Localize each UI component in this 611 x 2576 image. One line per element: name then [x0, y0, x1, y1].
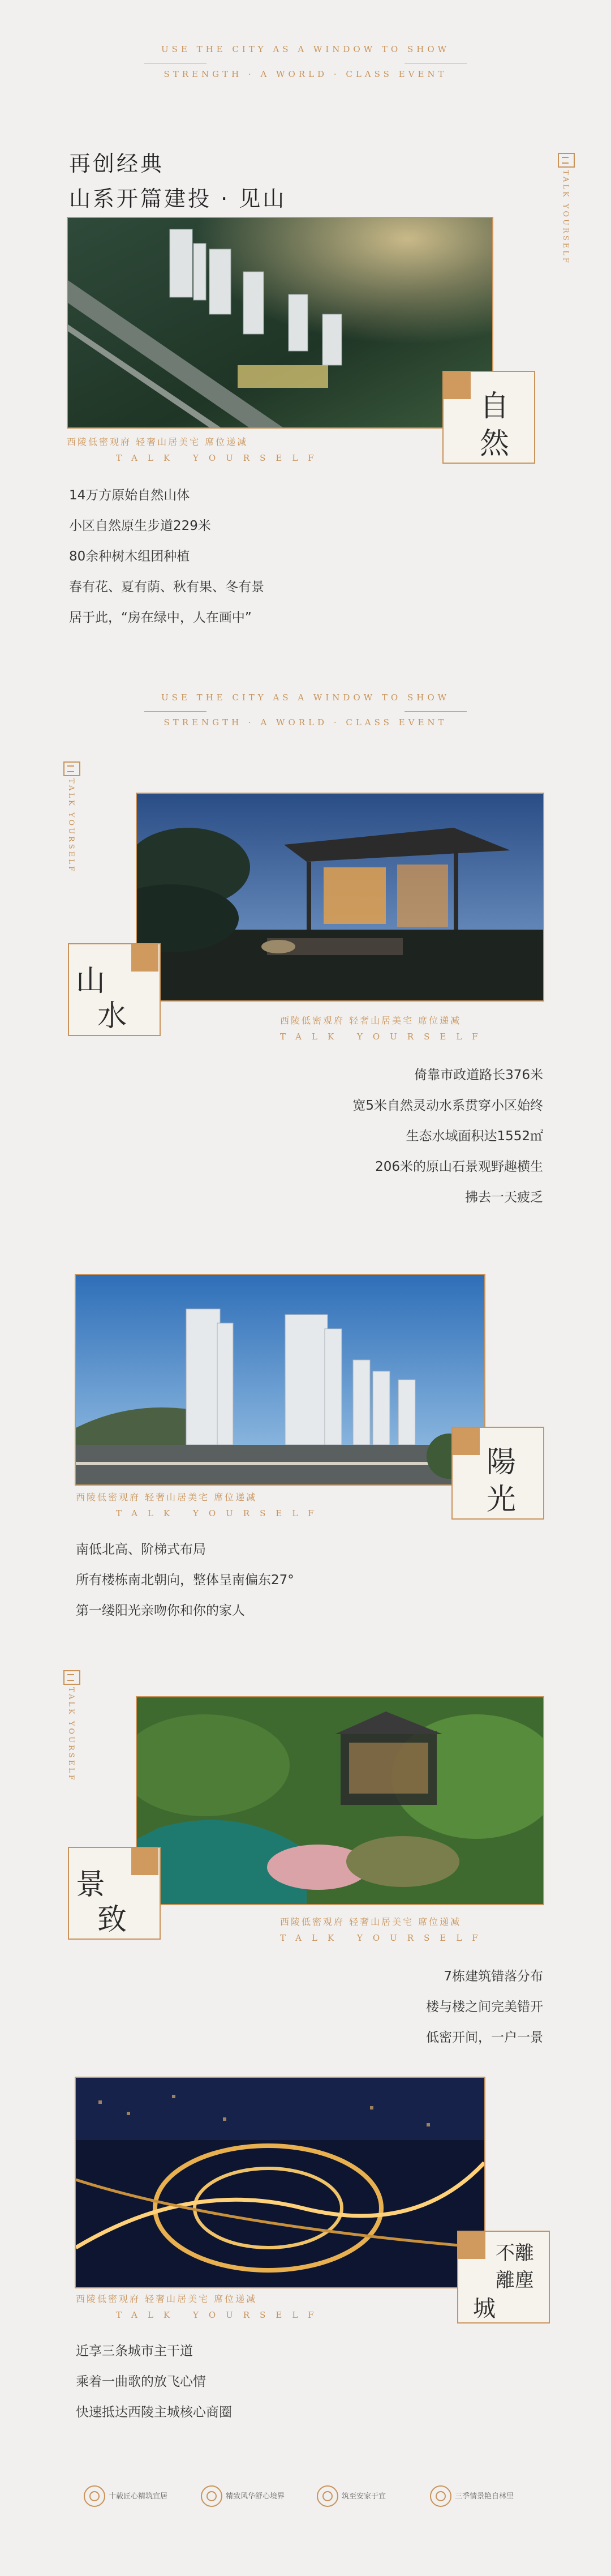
text-line: 倚靠市政道路长376米 — [414, 1068, 543, 1082]
badge-block — [131, 944, 158, 972]
text-line: 7栋建筑错落分布 — [444, 1969, 543, 1984]
footer-emblem-icon — [84, 2485, 105, 2507]
text-line: 生态水域面积达1552㎡ — [406, 1129, 543, 1144]
towers-photo — [75, 1274, 485, 1486]
footer-item — [201, 2485, 325, 2508]
side-seal-1 — [553, 153, 578, 265]
tagline-en: TALK YOURSELF — [116, 1508, 324, 1518]
intro-title-line2: 山系开篇建投 · 见山 — [69, 186, 287, 211]
text-line: 乘着一曲歌的放飞心情 — [76, 2374, 206, 2389]
footer-text: 三季情景艳自林里 — [455, 2492, 514, 2501]
header-en-line2: STRENGTH · A WORLD · CLASS EVENT — [163, 717, 448, 728]
footer-emblem-icon — [201, 2485, 222, 2507]
tagline-cn: 西陵低密观府 轻奢山居美宅 席位递减 — [280, 1015, 462, 1026]
footer-emblem-icon — [430, 2485, 451, 2507]
seal-icon — [63, 761, 80, 776]
garden-photo — [136, 1696, 544, 1905]
badge-char: 然 — [480, 427, 510, 461]
aerial-photo-nature — [67, 217, 493, 429]
text-line: 春有花、夏有荫、秋有果、冬有景 — [69, 580, 264, 594]
badge-char: 陽 — [487, 1445, 517, 1479]
header-en-line2: STRENGTH · A WORLD · CLASS EVENT — [163, 69, 448, 79]
aerial-illustration — [68, 218, 492, 427]
badge-char: 離塵 — [496, 2269, 534, 2292]
tagline-cn: 西陵低密观府 轻奢山居美宅 席位递减 — [67, 437, 248, 447]
text-line: 低密开间，一户一景 — [426, 2030, 543, 2045]
footer-item — [317, 2485, 441, 2508]
footer-text: 筑至安家于宜 — [342, 2492, 386, 2501]
badge-char: 景 — [76, 1868, 106, 1902]
badge-block — [444, 372, 471, 399]
badge-char: 致 — [97, 1903, 127, 1937]
tagline-en: TALK YOURSELF — [116, 2310, 324, 2320]
seal-icon — [558, 153, 575, 168]
night-illustration — [76, 2078, 484, 2287]
header-divider — [0, 707, 611, 715]
tagline-cn: 西陵低密观府 轻奢山居美宅 席位递减 — [280, 1916, 462, 1927]
footer-item — [84, 2485, 208, 2508]
pavilion-illustration — [137, 794, 543, 1000]
side-seal-3 — [59, 1670, 84, 1782]
text-line: 南低北高、阶梯式布局 — [76, 1542, 206, 1557]
side-seal-text: TALK YOURSELF — [67, 778, 75, 874]
badge-char: 水 — [97, 999, 127, 1033]
intro-title-line1: 再创经典 — [69, 151, 165, 176]
text-line: 居于此，“房在绿中，人在画中” — [69, 610, 252, 625]
badge-char: 山 — [76, 964, 106, 998]
badge-char: 城 — [473, 2296, 496, 2322]
badge-block — [453, 1428, 480, 1455]
tagline-cn: 西陵低密观府 轻奢山居美宅 席位递减 — [76, 2293, 257, 2304]
tagline-cn: 西陵低密观府 轻奢山居美宅 席位递减 — [76, 1492, 257, 1503]
side-seal-text: TALK YOURSELF — [67, 1687, 75, 1782]
text-line: 14万方原始自然山体 — [69, 488, 190, 503]
text-line: 80余种树木组团种植 — [69, 549, 190, 564]
footer-text: 精致风华舒心境界 — [226, 2492, 285, 2501]
badge-scenery — [68, 1847, 161, 1940]
header-en-line1: USE THE CITY AS A WINDOW TO SHOW — [161, 692, 450, 703]
badge-mountain-water — [68, 943, 161, 1036]
text-line: 楼与楼之间完美错开 — [426, 2000, 543, 2014]
header-en-line1: USE THE CITY AS A WINDOW TO SHOW — [161, 44, 450, 54]
tagline-en: TALK YOURSELF — [280, 1032, 488, 1042]
text-line: 拂去一天疲乏 — [465, 1190, 543, 1205]
side-seal-text: TALK YOURSELF — [561, 170, 570, 265]
night-interchange-photo — [75, 2077, 485, 2288]
badge-char: 光 — [487, 1483, 517, 1517]
badge-char: 自 — [480, 390, 510, 423]
side-seal-2 — [59, 761, 84, 874]
text-line: 206米的原山石景观野趣横生 — [375, 1159, 543, 1174]
footer-emblem-icon — [317, 2485, 338, 2507]
badge-block — [131, 1848, 158, 1875]
garden-illustration — [137, 1697, 543, 1904]
text-line: 快速抵达西陵主城核心商圈 — [76, 2405, 232, 2420]
footer-item — [430, 2485, 560, 2508]
pavilion-photo — [136, 793, 544, 1002]
text-line: 所有楼栋南北朝向，整体呈南偏东27° — [76, 1573, 294, 1587]
badge-city — [457, 2231, 550, 2323]
towers-illustration — [76, 1275, 484, 1484]
footer-text: 十载匠心精筑宜居 — [109, 2492, 168, 2501]
text-line: 小区自然原生步道229米 — [69, 519, 211, 533]
tagline-en: TALK YOURSELF — [280, 1933, 488, 1943]
badge-char: 不離 — [496, 2242, 534, 2265]
tagline-en: TALK YOURSELF — [116, 453, 324, 463]
text-line: 宽5米自然灵动水系贯穿小区始终 — [352, 1098, 543, 1113]
badge-nature — [442, 371, 535, 464]
badge-block — [458, 2232, 485, 2259]
badge-sunshine — [451, 1427, 544, 1520]
seal-icon — [63, 1670, 80, 1685]
text-line: 近享三条城市主干道 — [76, 2344, 193, 2359]
text-line: 第一缕阳光亲吻你和你的家人 — [76, 1603, 245, 1618]
header-divider — [0, 59, 611, 67]
